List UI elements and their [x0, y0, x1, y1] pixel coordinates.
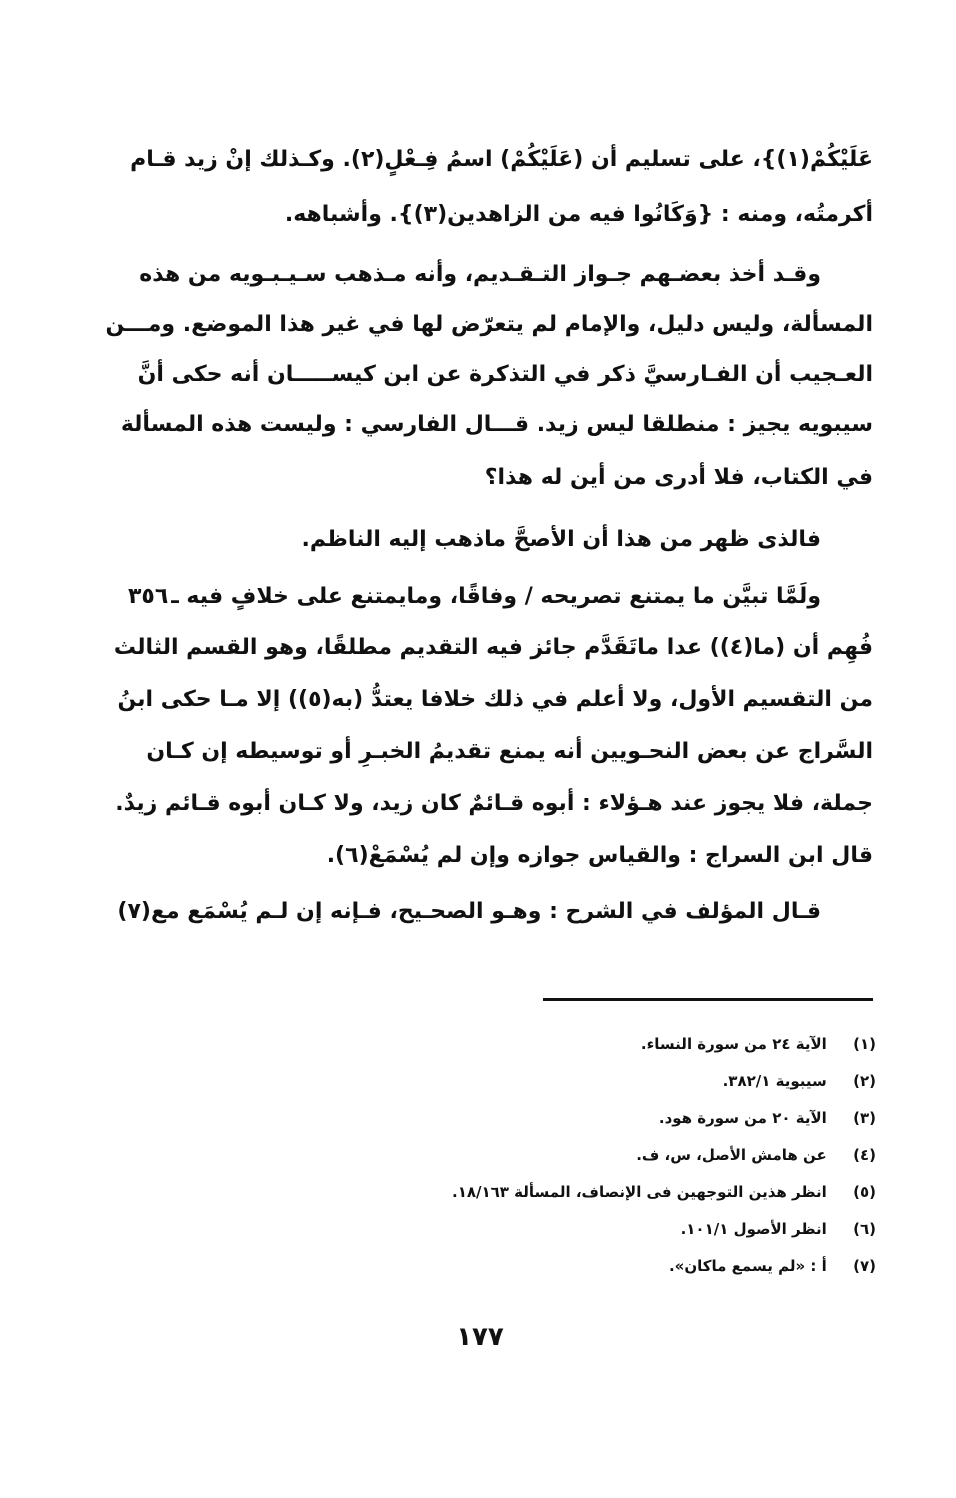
footnote-separator	[543, 998, 873, 1001]
footnote-number: (١)	[853, 1035, 876, 1053]
text-line: أكرمتُه، ومنه : {وَكَانُوا فيه من الزاهدين(٣)}. وأشباهه.	[284, 202, 873, 227]
text-line: السَّراج عن بعض النحـويين أنه يمنع تقديمُ الخبـرِ أو توسيطه إن كـان	[146, 739, 873, 764]
footnote-item	[356, 1103, 876, 1133]
footnote-number: (٥)	[853, 1183, 876, 1201]
text-line: عَلَيْكُمْ(١)}، على تسليم أن (عَلَيْكُمْ) اسمُ فِـعْلٍ(٢). وكـذلك إنْ زيد قـام	[130, 147, 873, 172]
footnote-number: (٢)	[853, 1072, 876, 1090]
text-line: قـال المؤلف في الشرح : وهـو الصحـيح، فـإنه إن لـم يُسْمَع مع(٧)	[117, 899, 821, 924]
footnote-text: عن هامش الأصل، س، ف.	[636, 1146, 827, 1164]
margin-folio-number: ٣٥٦	[128, 584, 169, 609]
text-line: سيبويه يجيز : منطلقا ليس زيد. قـــال الفارسي : وليست هذه المسألة	[120, 412, 873, 437]
footnote-item	[356, 1177, 876, 1207]
footnote-number: (٤)	[853, 1146, 876, 1164]
footnote-item	[356, 1066, 876, 1096]
text-line: قال ابن السراج : والقياس جوازه وإن لم يُسْمَعْ(٦).	[326, 843, 873, 868]
page-number: ١٧٧	[456, 1322, 504, 1352]
footnote-text: الآية ٢٤ من سورة النساء.	[640, 1035, 827, 1053]
text-line: المسألة، وليس دليل، والإمام لم يتعرّض لها في غير هذا الموضع. ومـــن	[105, 312, 873, 337]
footnote-text: أ : «لم يسمع ماكان».	[668, 1257, 827, 1275]
footnote-number: (٧)	[853, 1257, 876, 1275]
text-line: جملة، فلا يجوز عند هـؤلاء : أبوه قـائمٌ كان زيد، ولا كـان أبوه قـائم زيدٌ.	[115, 791, 873, 816]
text-line: فالذى ظهر من هذا أن الأصحَّ ماذهب إليه الناظم.	[301, 527, 821, 552]
footnote-item	[356, 1214, 876, 1244]
footnote-item	[356, 1251, 876, 1281]
footnote-number: (٦)	[853, 1220, 876, 1238]
footnote-item	[356, 1029, 876, 1059]
footnote-text: سيبوية ٣٨٢/١.	[722, 1072, 827, 1090]
text-line: في الكتاب، فلا أدرى من أين له هذا؟	[484, 465, 873, 490]
text-line: فُهِم أن (ما(٤)) عدا ماتَقَدَّم جائز فيه التقديم مطلقًا، وهو القسم الثالث	[113, 635, 873, 660]
footnote-item	[356, 1140, 876, 1170]
footnote-text: انظر الأصول ١٠١/١.	[680, 1220, 827, 1238]
footnote-text: الآية ٢٠ من سورة هود.	[658, 1109, 827, 1127]
text-line: وقـد أخذ بعضـهم جـواز التـقـديم، وأنه مـذهب سـيـبـويه من هذه	[139, 262, 821, 287]
footnote-number: (٣)	[853, 1109, 876, 1127]
footnote-text: انظر هذين التوجهين فى الإنصاف، المسألة ١٨/١٦٣.	[451, 1183, 827, 1201]
text-line: من التقسيم الأول، ولا أعلم في ذلك خلافا يعتدُّ (به(٥)) إلا مـا حكى ابنُ	[117, 687, 873, 712]
text-line: العـجيب أن الفـارسيَّ ذكر في التذكرة عن ابن كيســـــان أنه حكى أنَّ	[137, 362, 873, 387]
text-line: ولَمَّا تبيَّن ما يمتنع تصريحه / وفاقًا، ومايمتنع على خلافٍ فيه ـ	[171, 584, 821, 609]
